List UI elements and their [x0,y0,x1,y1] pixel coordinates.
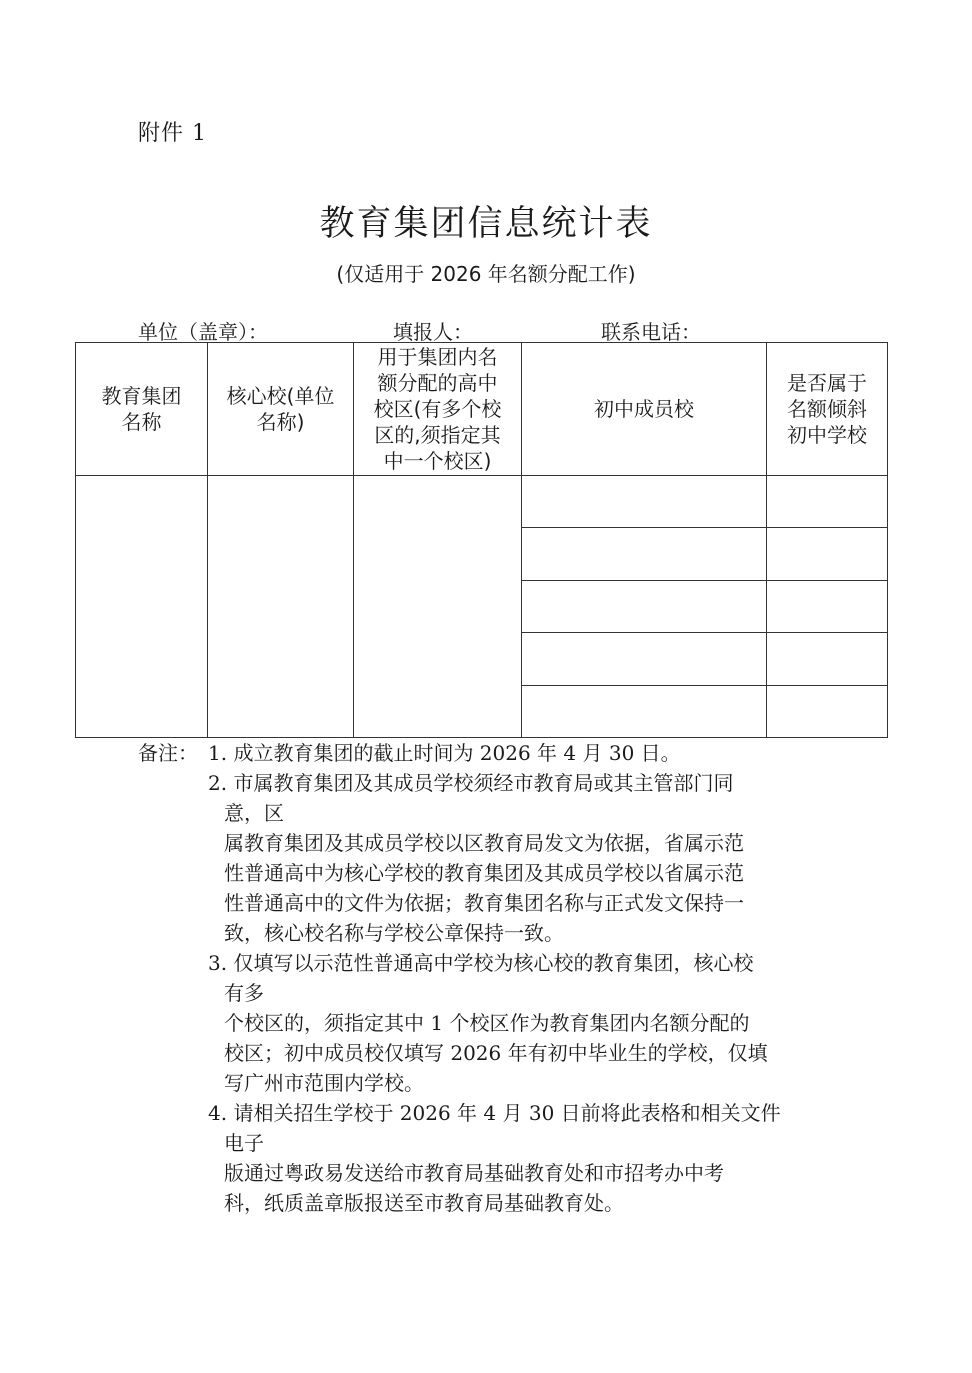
note-item-3-line: 写广州市范围内学校。 [224,1071,424,1095]
header-high-school-campus: 用于集团内名 额分配的高中 校区(有多个校 区的,须指定其 中一个校区) [354,343,522,476]
note-item-3-line: 个校区的，须指定其中 1 个校区作为教育集团内名额分配的 [224,1011,750,1035]
header-core-school: 核心校(单位 名称) [208,343,354,476]
note-item-2-line: 性普通高中的文件为依据；教育集团名称与正式发文保持一 [224,891,744,915]
note-item-4-line: 电子 [224,1131,264,1155]
phone-field: 联系电话： [601,320,701,344]
note-item-2-line: 意，区 [224,801,284,825]
attachment-label: 附件 1 [138,121,207,146]
notes-label: 备注： [138,741,198,765]
table-row [76,476,888,528]
unit-seal-field: 单位（盖章）： [138,320,268,344]
note-item-2-line: 性普通高中为核心学校的教育集团及其成员学校以省属示范 [224,861,744,885]
note-item-4-line: 版通过粤政易发送给市教育局基础教育处和市招考办中考 [224,1161,724,1185]
note-item-3-line: 校区；初中成员校仅填写 2026 年有初中毕业生的学校，仅填 [224,1041,768,1065]
note-item-3-line: 有多 [224,981,264,1005]
quota-tilt-cell[interactable] [767,633,888,685]
document-title: 教育集团信息统计表 [319,204,653,244]
header-junior-member-school: 初中成员校 [522,343,767,476]
table-header-row [76,343,888,476]
header-group-name: 教育集团 名称 [76,343,208,476]
quota-tilt-cell[interactable] [767,580,888,632]
quota-tilt-cell[interactable] [767,685,888,737]
note-item-2-line: 属教育集团及其成员学校以区教育局发文为依据，省属示范 [224,831,744,855]
member-school-cell[interactable] [522,685,767,737]
education-group-table [75,342,888,738]
note-item-4: 4. 请相关招生学校于 2026 年 4 月 30 日前将此表格和相关文件 [208,1101,781,1125]
note-item-2-line: 致，核心校名称与学校公章保持一致。 [224,921,564,945]
member-school-cell[interactable] [522,528,767,580]
quota-tilt-cell[interactable] [767,528,888,580]
note-item-3: 3. 仅填写以示范性普通高中学校为核心校的教育集团，核心校 [208,951,754,975]
member-school-cell[interactable] [522,633,767,685]
campus-cell[interactable] [354,476,522,738]
note-item-1: 1. 成立教育集团的截止时间为 2026 年 4 月 30 日。 [208,741,681,765]
note-item-2: 2. 市属教育集团及其成员学校须经市教育局或其主管部门同 [208,771,734,795]
header-quota-tilt: 是否属于 名额倾斜 初中学校 [767,343,888,476]
filler-field: 填报人： [393,320,473,344]
note-item-4-line: 科，纸质盖章版报送至市教育局基础教育处。 [224,1191,624,1215]
document-subtitle: (仅适用于 2026 年名额分配工作) [336,262,636,286]
member-school-cell[interactable] [522,580,767,632]
group-name-cell[interactable] [76,476,208,738]
core-school-cell[interactable] [208,476,354,738]
member-school-cell[interactable] [522,476,767,528]
quota-tilt-cell[interactable] [767,476,888,528]
